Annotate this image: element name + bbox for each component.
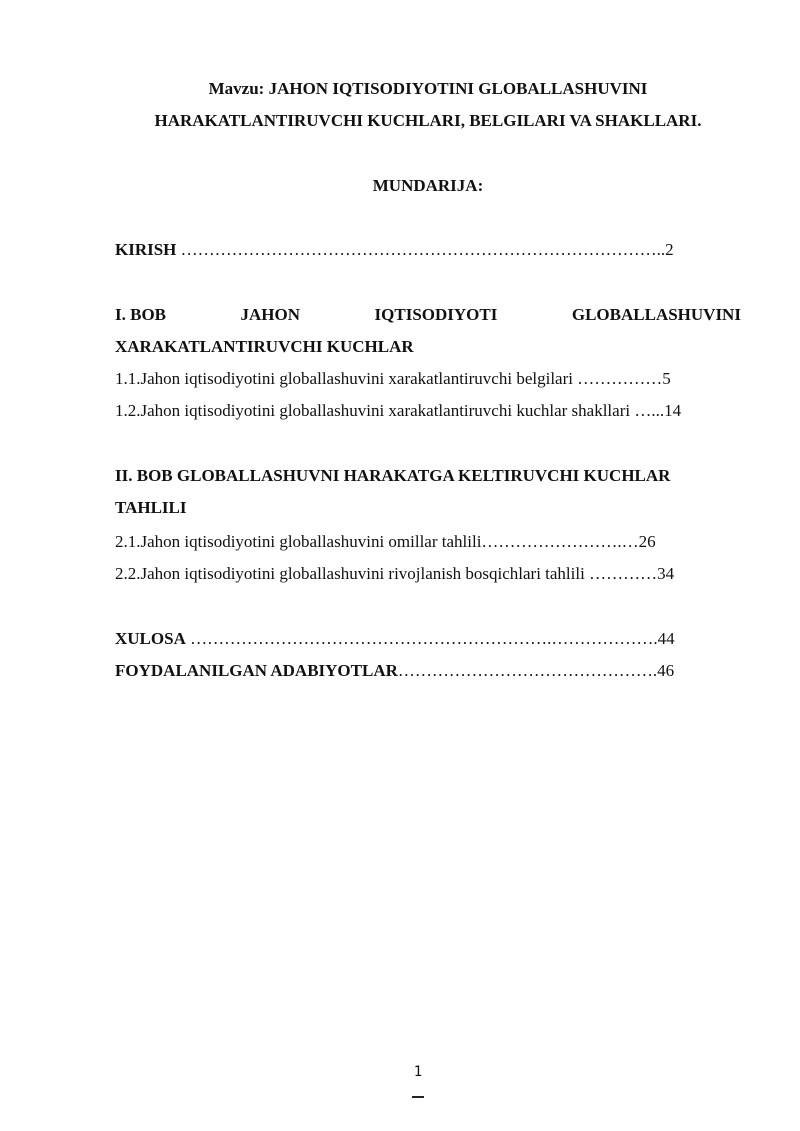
toc-chapter-1-heading[interactable] <box>115 299 741 331</box>
toc-references-leader: ……………………………………….46 <box>397 661 675 680</box>
chapter-1-word: JAHON <box>240 305 301 324</box>
toc-references-label: FOYDALANILGAN ADABIYOTLAR <box>115 661 398 680</box>
chapter-1-word: I. BOB <box>115 305 167 324</box>
toc-conclusion-label: XULOSA <box>115 629 186 648</box>
footer-dash <box>412 1096 424 1098</box>
chapter-1-word: IQTISODIYOTI <box>374 305 498 324</box>
toc-section-2-2[interactable]: 2.2.Jahon iqtisodiyotini globallashuvini rivojlanish bosqichlari tahlili …………34 <box>115 564 675 583</box>
toc-chapter-2-heading[interactable]: II. BOB GLOBALLASHUVNI HARAKATGA KELTIRUVCHI KUCHLAR <box>115 466 671 485</box>
topic-prefix: Mavzu: <box>208 79 265 98</box>
toc-section-1-2[interactable]: 1.2.Jahon iqtisodiyotini globallashuvini xarakatlantiruvchi kuchlar shakllari …...14 <box>115 401 682 420</box>
toc-intro-leader: …………………………………………………………………………..2 <box>176 240 674 259</box>
topic-title-part-1: JAHON IQTISODIYOTINI GLOBALLASHUVINI <box>268 79 648 98</box>
toc-conclusion-leader: ……………………………………………………….……………….44 <box>185 629 675 648</box>
toc-section-2-1[interactable]: 2.1.Jahon iqtisodiyotini globallashuvini omillar tahlili…………………….…26 <box>115 532 656 551</box>
toc-entry-conclusion[interactable] <box>115 623 675 655</box>
chapter-1-word: GLOBALLASHUVINI <box>571 305 741 324</box>
toc-section-1-1[interactable]: 1.1.Jahon iqtisodiyotini globallashuvini xarakatlantiruvchi belgilari ……………5 <box>115 369 671 388</box>
toc-entry-references[interactable] <box>115 655 674 687</box>
toc-intro-label: KIRISH <box>115 240 177 259</box>
document-title-line-2: HARAKATLANTIRUVCHI KUCHLARI, BELGILARI VA SHAKLLARI. <box>154 111 702 130</box>
toc-chapter-2-heading-cont: TAHLILI <box>115 498 187 517</box>
page-number: 1 <box>413 1064 423 1080</box>
toc-entry-intro[interactable] <box>115 234 674 266</box>
toc-chapter-1-heading-cont: XARAKATLANTIRUVCHI KUCHLAR <box>115 337 414 356</box>
contents-heading: MUNDARIJA: <box>372 176 484 195</box>
document-title-line-1 <box>100 73 756 105</box>
